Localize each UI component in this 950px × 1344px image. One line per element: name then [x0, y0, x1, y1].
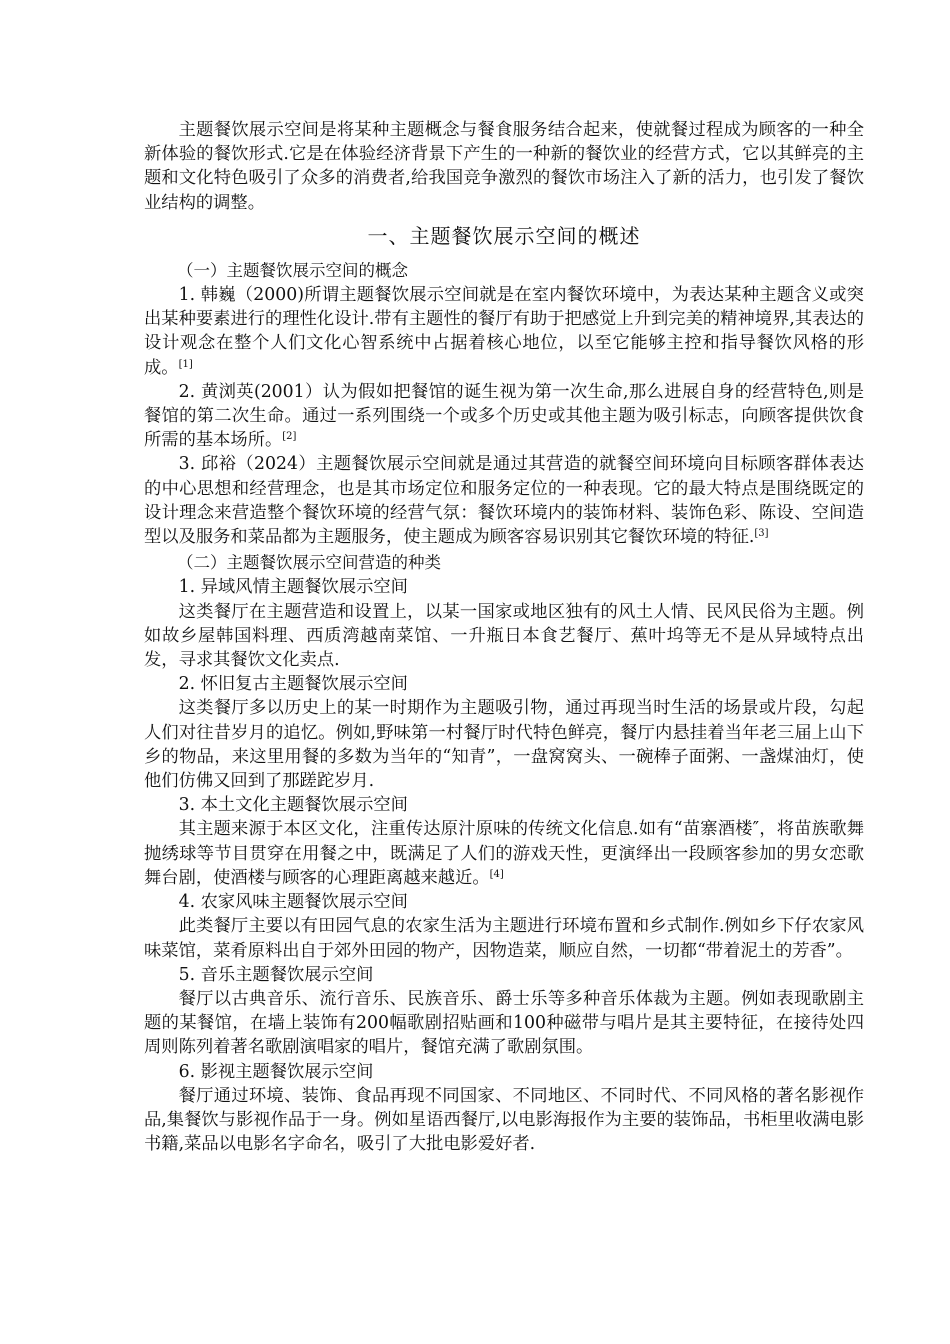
- type-body: 这类餐厅在主题营造和设置上，以某一国家或地区独有的风土人情、民风民俗为主题。例如故乡屋韩国料理、西质湾越南菜馆、一升瓶日本食艺餐厅、蕉叶坞等无不是从异域特点出发，寻求其餐饮文化卖点.: [144, 601, 864, 671]
- type-body: 餐厅以古典音乐、流行音乐、民族音乐、爵士乐等多种音乐体裁为主题。例如表现歌剧主题的某餐馆，在墙上装饰有200幅歌剧招贴画和100种磁带与唱片是其主要特征，在接待处四周则陈列着著名歌剧演唱家的唱片，餐馆充满了歌剧氛围。: [144, 988, 864, 1058]
- citation: [4]: [489, 868, 504, 880]
- type-heading: 2. 怀旧复古主题餐饮展示空间: [178, 674, 408, 695]
- concept-paragraph-1: 1. 韩巍（2000)所谓主题餐饮展示空间就是在室内餐饮环境中，为表达某种主题含义或突出某种要素进行的理性化设计.带有主题性的餐厅有助于把感觉上升到完美的精神境界,其表达的设计观念在整个人们文化心智系统中占据着核心地位，以至它能够主控和指导餐饮风格的形成。[1]: [144, 285, 864, 378]
- section-title: 一、主题餐饮展示空间的概述: [367, 223, 641, 248]
- concept-paragraph-3: 3. 邱裕（2024）主题餐饮展示空间就是通过其营造的就餐空间环境向目标顾客群体表达的中心思想和经营理念，也是其市场定位和服务定位的一种表现。它的最大特点是围绕既定的设计理念来营造整个餐饮环境的经营气氛：餐饮环境内的装饰材料、装饰色彩、陈设、空间造型以及服务和菜品都为主题服务，使主题成为顾客容易识别其它餐饮环境的特征.[3]: [144, 454, 864, 548]
- type-heading: 6. 影视主题餐饮展示空间: [178, 1061, 374, 1082]
- subsection-title-types: （二）主题餐饮展示空间营造的种类: [177, 553, 441, 573]
- type-body: 其主题来源于本区文化，注重传达原汁原味的传统文化信息.如有“苗寨酒楼″，将苗族歌舞抛绣球等节目贯穿在用餐之中，既满足了人们的游戏天性，更演绎出一段顾客参加的男女恋歌舞台剧，使酒楼与顾客的心理距离越来越近。[4]: [144, 819, 864, 888]
- type-body: 此类餐厅主要以有田园气息的农家生活为主题进行环境布置和乡式制作.例如乡下仔农家风味菜馆，菜肴原料出自于郊外田园的物产，因物造菜，顺应自然，一切都“带着泥土的芳香”。: [144, 916, 864, 961]
- type-heading: 3. 本土文化主题餐饮展示空间: [178, 795, 408, 816]
- citation: [3]: [754, 528, 769, 540]
- citation: [2]: [282, 431, 297, 443]
- citation: [1]: [178, 358, 193, 370]
- type-body: 这类餐厅多以历史上的某一时期作为主题吸引物，通过再现当时生活的场景或片段，勾起人们对往昔岁月的追忆。例如,野味第一村餐厅时代特色鲜亮，餐厅内悬挂着当年老三届上山下乡的物品，来这里用餐的多数为当年的“知青”，一盘窝窝头、一碗棒子面粥、一盏煤油灯，使他们仿佛又回到了那蹉跎岁月.: [144, 698, 864, 792]
- type-heading: 5. 音乐主题餐饮展示空间: [178, 964, 374, 985]
- subsection-title-concept: （一）主题餐饮展示空间的概念: [177, 260, 408, 280]
- type-heading: 4. 农家风味主题餐饮展示空间: [178, 892, 408, 913]
- document-page: [144, 118, 864, 1156]
- type-body: 餐厅通过环境、装饰、食品再现不同国家、不同地区、不同时代、不同风格的著名影视作品,集餐饮与影视作品于一身。例如星语西餐厅,以电影海报作为主要的装饰品，书柜里收满电影书籍,菜品以电影名字命名，吸引了大批电影爱好者.: [144, 1085, 864, 1155]
- type-heading: 1. 异域风情主题餐饮展示空间: [178, 577, 408, 598]
- concept-paragraph-2: 2. 黄浏英(2001）认为假如把餐馆的诞生视为第一次生命,那么进展自身的经营特色,则是餐馆的第二次生命。通过一系列围绕一个或多个历史或其他主题为吸引标志，向顾客提供饮食所需的基本场所。[2]: [144, 381, 864, 451]
- intro-paragraph: 主题餐饮展示空间是将某种主题概念与餐食服务结合起来，使就餐过程成为顾客的一种全新体验的餐饮形式.它是在体验经济背景下产生的一种新的餐饮业的经营方式，它以其鲜亮的主题和文化特色吸引了众多的消费者,给我国竞争激烈的餐饮市场注入了新的活力，也引发了餐饮业结构的调整。: [144, 120, 864, 213]
